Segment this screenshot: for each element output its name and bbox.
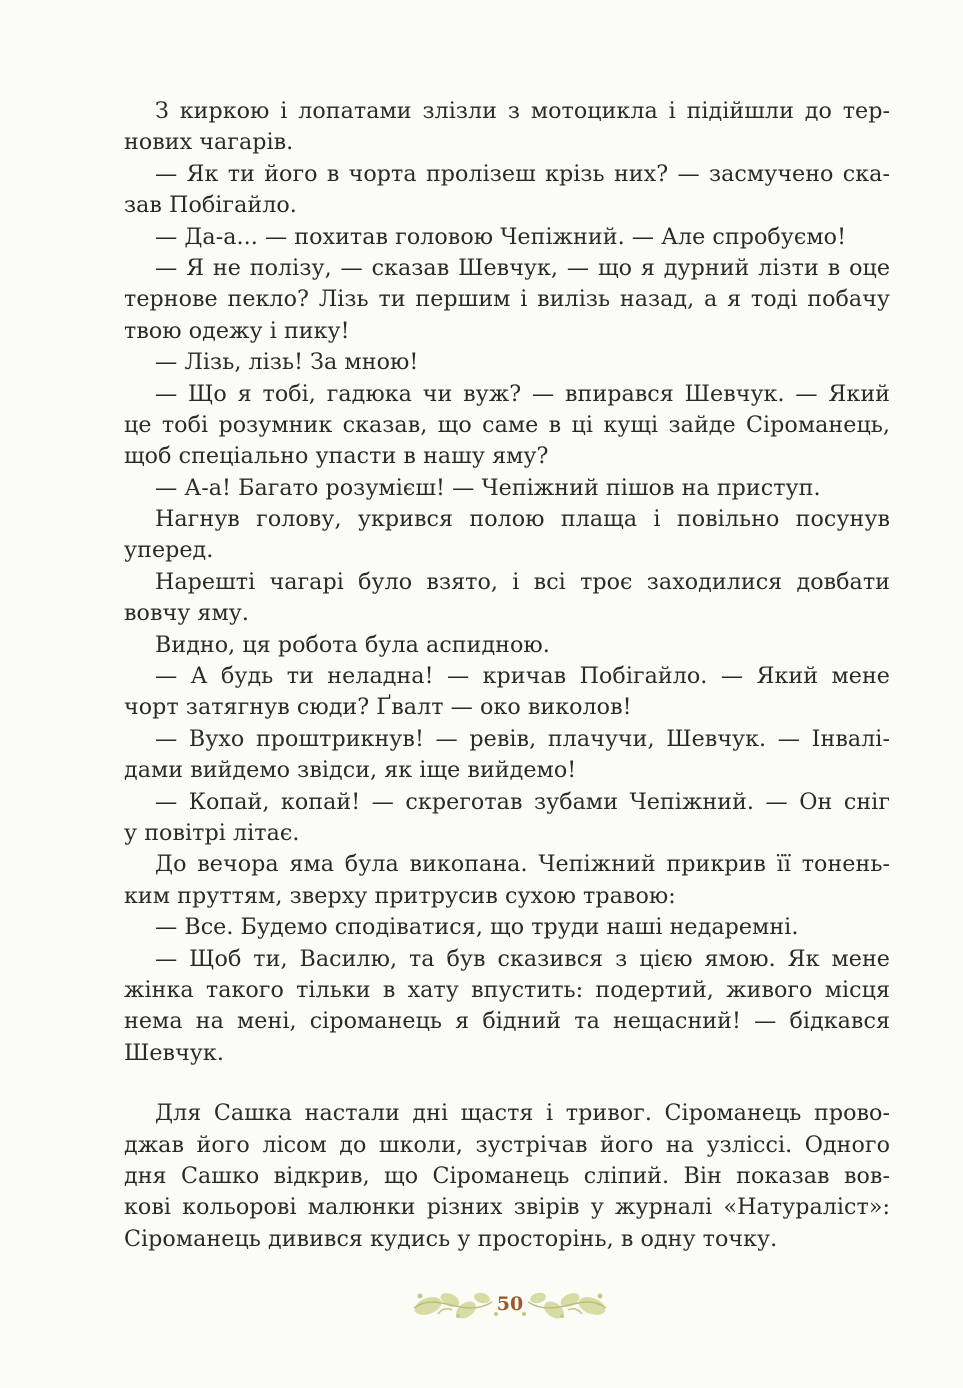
text-line: — А будь ти неладна! — кричав Побігайло. — Який мене [155,663,890,690]
text-line: тернове пекло? Лізь ти першим і вилізь назад, а я тоді побачу [124,286,890,313]
text-line: твою одежу і пику! [124,317,350,344]
text-line: — Все. Будемо сподіватися, що труди наші недаремні. [155,914,799,941]
text-line: Для Сашка настали дні щастя і тривог. Сіроманець прово- [155,1100,890,1127]
text-line: уперед. [124,537,214,564]
text-line: — Як ти його в чорта пролізеш крізь них? — засмучено ска- [155,160,890,187]
text-line: вовчу яму. [124,600,249,627]
text-line: — Лізь, лізь! За мною! [155,349,419,376]
text-line: Шевчук. [124,1039,224,1066]
page-footer [408,1286,612,1322]
text-line: — Що я тобі, гадюка чи вуж? — впирався Шевчук. — Який [155,380,890,407]
text-line: З киркою і лопатами злізли з мотоцикла і підійшли до тер- [155,98,890,124]
text-line: ким пруттям, зверху притрусив сухою травою: [124,882,676,909]
text-line: Сіроманець дивився кудись у просторінь, в одну точку. [124,1225,778,1252]
text-line: щоб спеціально упасти в нашу яму? [124,443,549,470]
page-text [124,96,890,1255]
text-line: Видно, ця робота була аспидною. [155,631,550,658]
text-line: — Я не полізу, — сказав Шевчук, — що я дурний лізти в оце [155,254,890,281]
text-line: До вечора яма була викопана. Чепіжний прикрив її тонень- [155,851,890,878]
text-line: зав Побігайло. [124,192,297,219]
paragraph-break [124,1069,890,1098]
text-line: кові кольорові малюнки різних звірів у журналі «Натураліст»: [124,1194,890,1221]
text-line: у повітрі літає. [124,819,300,846]
text-line: чорт затягнув сюди? Ґвалт — око виколов! [124,694,632,721]
text-line: дня Сашко відкрив, що Сіроманець сліпий. Він показав вов- [124,1162,890,1189]
text-line: жінка такого тільки в хату впустить: подертий, живого місця [124,976,890,1003]
text-line: дами вийдемо звідси, як іще вийдемо! [124,757,577,784]
text-line: — Щоб ти, Василю, та був сказився з цією ямою. Як мене [155,945,890,972]
text-line: — Вухо проштрикнув! — ревів, плачучи, Шевчук. — Інвалі- [155,725,890,752]
text-line: — Да-а... — похитав головою Чепіжний. — Але спробуємо! [155,223,847,250]
text-line: Нарешті чагарі було взято, і всі троє заходилися довбати [155,568,890,595]
text-line: джав його лісом до школи, зустрічав його на узліссі. Одного [124,1131,890,1158]
text-line: — А-а! Багато розумієш! — Чепіжний пішов на приступ. [155,474,821,501]
text-line: нових чагарів. [124,129,294,156]
text-line: це тобі розумник сказав, що саме в ці кущі зайде Сіроманець, [124,411,890,438]
text-line: нема на мені, сіроманець я бідний та нещасний! — бідкався [124,1008,890,1035]
text-line: Нагнув голову, укрився полою плаща і повільно посунув [155,506,890,533]
page-number: 50 [496,1293,524,1315]
text-line: — Копай, копай! — скреготав зубами Чепіжний. — Он сніг [155,788,890,815]
